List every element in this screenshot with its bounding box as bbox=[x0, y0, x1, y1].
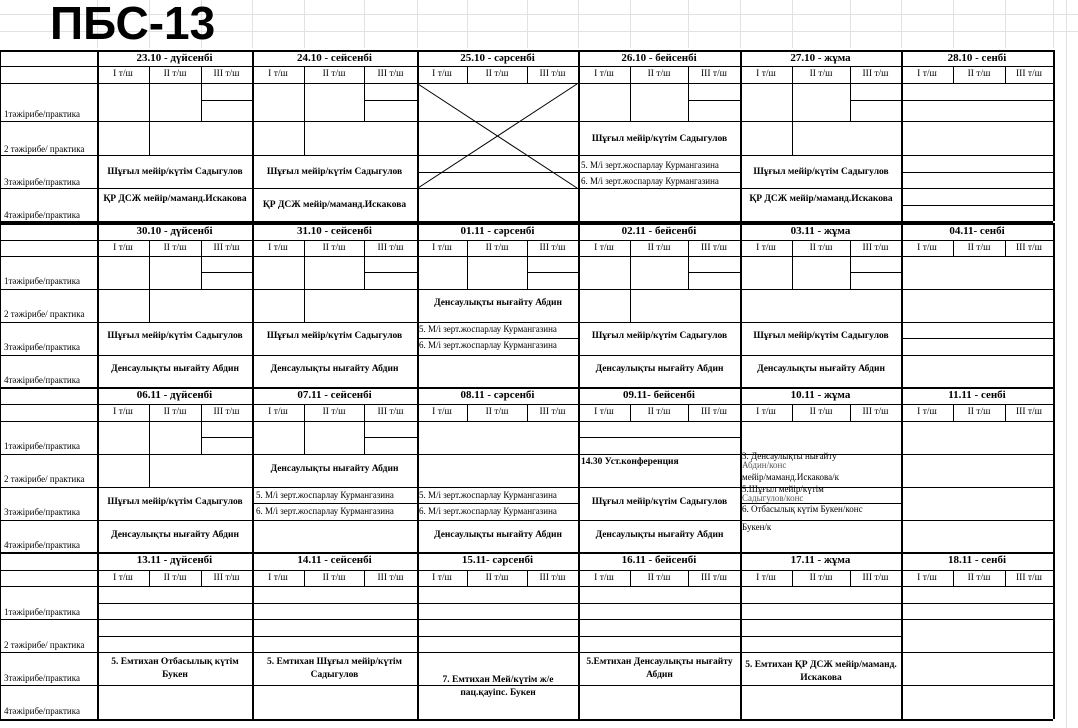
gridline-faint bbox=[1005, 0, 1006, 48]
gridline-faint bbox=[364, 0, 365, 48]
grid-line bbox=[149, 256, 150, 322]
shift-header[interactable]: III т/ш bbox=[862, 407, 889, 417]
schedule-event[interactable]: 5. Емтихан Отбасылық күтім Букен bbox=[111, 657, 239, 680]
row-label: 3тәжірибе/практика bbox=[4, 673, 80, 683]
schedule-event[interactable]: 3. Денсаулықты нығайту bbox=[742, 451, 837, 461]
day-header[interactable]: 24.10 - сейсенбі bbox=[297, 52, 372, 64]
grid-line bbox=[630, 83, 631, 121]
shift-header[interactable]: I т/ш bbox=[594, 243, 614, 253]
gridline-faint bbox=[252, 0, 253, 48]
grid-line bbox=[364, 437, 417, 438]
shift-header[interactable]: II т/ш bbox=[163, 69, 187, 79]
day-header[interactable]: 16.11 - бейсенбі bbox=[621, 554, 697, 566]
schedule-event[interactable]: Шұғыл мейір/күтім Садыгулов bbox=[591, 497, 728, 507]
shift-header[interactable]: III т/ш bbox=[862, 243, 889, 253]
schedule-event[interactable]: 6. М/і зерт.жоспарлау Курмангазина bbox=[256, 506, 394, 516]
grid-line bbox=[0, 487, 1053, 488]
shift-header[interactable]: II т/ш bbox=[485, 69, 509, 79]
shift-header[interactable]: I т/ш bbox=[432, 243, 452, 253]
gridline-faint bbox=[901, 0, 902, 48]
gridline-faint bbox=[740, 0, 741, 48]
shift-header[interactable]: III т/ш bbox=[701, 573, 727, 583]
grid-line bbox=[364, 83, 365, 121]
schedule-event[interactable]: 5. М/і зерт.жоспарлау Курмангазина bbox=[419, 324, 557, 334]
shift-header[interactable]: III т/ш bbox=[377, 243, 404, 253]
shift-header[interactable]: II т/ш bbox=[485, 573, 509, 583]
gridline-faint bbox=[953, 0, 954, 48]
row-label: 2 тәжірибе/ практика bbox=[4, 474, 85, 484]
schedule-event[interactable]: Шұғыл мейір/күтім Садыгулов bbox=[107, 497, 243, 507]
shift-header[interactable]: III т/ш bbox=[539, 69, 566, 79]
gridline-faint bbox=[792, 0, 793, 48]
grid-line bbox=[149, 421, 150, 487]
shift-header[interactable]: I т/ш bbox=[756, 243, 776, 253]
grid-line bbox=[0, 50, 1, 719]
shift-header[interactable]: III т/ш bbox=[701, 407, 727, 417]
shift-header[interactable]: III т/ш bbox=[213, 407, 240, 417]
shift-header[interactable]: III т/ш bbox=[213, 243, 240, 253]
grid-line bbox=[0, 619, 1053, 620]
gridline-faint bbox=[527, 0, 528, 48]
shift-header[interactable]: II т/ш bbox=[809, 243, 833, 253]
shift-header[interactable]: II т/ш bbox=[967, 407, 991, 417]
day-header[interactable]: 15.11- сәрсенбі bbox=[461, 554, 534, 566]
shift-header[interactable]: III т/ш bbox=[213, 573, 240, 583]
day-header[interactable]: 13.11 - дүйсенбі bbox=[136, 554, 213, 566]
shift-header[interactable]: II т/ш bbox=[647, 407, 671, 417]
shift-header[interactable]: II т/ш bbox=[647, 573, 671, 583]
schedule-event[interactable]: Шұғыл мейір/күтім Садыгулов bbox=[753, 331, 889, 341]
shift-header[interactable]: III т/ш bbox=[377, 407, 404, 417]
shift-header[interactable]: I т/ш bbox=[113, 69, 133, 79]
schedule-event[interactable]: Денсаулықты нығайту Абдин bbox=[757, 364, 885, 374]
grid-line bbox=[201, 83, 202, 121]
shift-header[interactable]: III т/ш bbox=[1016, 69, 1042, 79]
gridline-faint bbox=[304, 0, 305, 48]
shift-header[interactable]: I т/ш bbox=[268, 573, 288, 583]
grid-line bbox=[688, 83, 689, 121]
shift-header[interactable]: III т/ш bbox=[539, 243, 566, 253]
schedule-event[interactable]: Денсаулықты нығайту Абдин bbox=[434, 298, 562, 308]
day-header[interactable]: 18.11 - сенбі bbox=[947, 554, 1007, 566]
schedule-event[interactable]: Денсаулықты нығайту Абдин bbox=[270, 464, 399, 474]
day-header[interactable]: 02.11 - бейсенбі bbox=[621, 225, 697, 237]
grid-line bbox=[201, 272, 252, 273]
shift-header[interactable]: I т/ш bbox=[432, 407, 452, 417]
gridline-faint bbox=[630, 0, 631, 48]
schedule-event[interactable]: Шұғыл мейір/күтім Садыгулов bbox=[591, 331, 728, 341]
shift-header[interactable]: III т/ш bbox=[1016, 243, 1042, 253]
grid-line bbox=[252, 503, 578, 504]
schedule-event[interactable]: 5. М/і зерт.жоспарлау Курмангазина bbox=[581, 160, 719, 170]
schedule-event[interactable]: 5. Емтихан ҚР ДСЖ мейір/маманд. Искакова bbox=[745, 660, 897, 683]
schedule-event[interactable]: 6. М/і зерт.жоспарлау Курмангазина bbox=[419, 506, 557, 516]
shift-header[interactable]: II т/ш bbox=[163, 573, 187, 583]
grid-line bbox=[578, 172, 740, 173]
row-label: 4тәжірибе/практика bbox=[4, 375, 80, 385]
schedule-event[interactable]: 5.Емтихан Денсаулықты нығайту Абдин bbox=[586, 657, 733, 680]
grid-line bbox=[417, 338, 578, 339]
grid-line bbox=[1053, 223, 1055, 387]
shift-header[interactable]: I т/ш bbox=[113, 407, 133, 417]
schedule-event[interactable]: ҚР ДСЖ мейір/маманд.Искакова bbox=[749, 194, 893, 204]
gridline-faint bbox=[1053, 0, 1054, 48]
gridline-faint bbox=[578, 0, 579, 48]
grid-line bbox=[304, 256, 305, 322]
schedule-event[interactable]: Садыгулов/конс bbox=[742, 493, 804, 503]
shift-header[interactable]: II т/ш bbox=[322, 407, 346, 417]
gridline-faint bbox=[850, 0, 851, 48]
day-header[interactable]: 28.10 - сенбі bbox=[947, 52, 1007, 64]
shift-header[interactable]: III т/ш bbox=[539, 407, 566, 417]
shift-header[interactable]: II т/ш bbox=[967, 573, 991, 583]
grid-line bbox=[578, 437, 740, 438]
row-label: 2 тәжірибе/ практика bbox=[4, 309, 85, 319]
schedule-event[interactable]: 14.30 Уст.конференция bbox=[581, 457, 679, 467]
row-label: 1тәжірибе/практика bbox=[4, 607, 80, 617]
grid-line bbox=[0, 652, 1053, 653]
shift-header[interactable]: I т/ш bbox=[268, 69, 288, 79]
schedule-event[interactable]: Абдин/конс bbox=[742, 460, 787, 470]
shift-header[interactable]: I т/ш bbox=[917, 243, 937, 253]
shift-header[interactable]: I т/ш bbox=[113, 243, 133, 253]
day-header[interactable]: 08.11 - сәрсенбі bbox=[460, 389, 535, 401]
shift-header[interactable]: I т/ш bbox=[594, 573, 614, 583]
shift-header[interactable]: I т/ш bbox=[917, 407, 937, 417]
day-header[interactable]: 31.10 - сейсенбі bbox=[297, 225, 372, 237]
grid-line bbox=[850, 272, 901, 273]
schedule-event[interactable]: Денсаулықты нығайту Абдин bbox=[595, 530, 724, 540]
shift-header[interactable]: I т/ш bbox=[432, 573, 452, 583]
shift-header[interactable]: II т/ш bbox=[322, 573, 346, 583]
shift-header[interactable]: III т/ш bbox=[862, 573, 889, 583]
grid-line bbox=[0, 322, 1053, 323]
grid-line bbox=[0, 454, 1053, 455]
shift-header[interactable]: II т/ш bbox=[809, 573, 833, 583]
grid-line bbox=[149, 83, 150, 155]
grid-line bbox=[364, 100, 417, 101]
row-label: 2 тәжірибе/ практика bbox=[4, 640, 85, 650]
grid-line bbox=[901, 205, 1053, 206]
row-label: 1тәжірибе/практика bbox=[4, 276, 80, 286]
shift-header[interactable]: II т/ш bbox=[322, 69, 346, 79]
schedule-event[interactable]: ҚР ДСЖ мейір/маманд.Искакова bbox=[103, 194, 247, 204]
shift-header[interactable]: I т/ш bbox=[594, 407, 614, 417]
schedule-event[interactable]: Денсаулықты нығайту Абдин bbox=[434, 530, 562, 540]
schedule-event[interactable]: Букен/к bbox=[742, 522, 772, 532]
schedule-event[interactable]: Денсаулықты нығайту Абдин bbox=[270, 364, 399, 374]
grid-line bbox=[901, 603, 1053, 604]
shift-header[interactable]: II т/ш bbox=[485, 407, 509, 417]
schedule-event[interactable]: мейір/маманд.Искакова/к bbox=[742, 472, 840, 482]
schedule-event[interactable]: 7. Емтихан Мей/күтім ж/е пац.қауіпс. Букен bbox=[442, 675, 554, 698]
gridline-faint bbox=[688, 0, 689, 48]
schedule-event[interactable]: Денсаулықты нығайту Абдин bbox=[111, 364, 239, 374]
shift-header[interactable]: I т/ш bbox=[594, 69, 614, 79]
shift-header[interactable]: III т/ш bbox=[1016, 573, 1042, 583]
grid-line bbox=[1053, 50, 1055, 221]
grid-line bbox=[201, 437, 252, 438]
grid-line bbox=[792, 256, 793, 289]
shift-header[interactable]: II т/ш bbox=[163, 407, 187, 417]
grid-line bbox=[97, 603, 901, 604]
grid-line bbox=[688, 272, 740, 273]
grid-line bbox=[901, 172, 1053, 173]
shift-header[interactable]: III т/ш bbox=[377, 573, 404, 583]
grid-line bbox=[630, 256, 631, 322]
grid-line bbox=[304, 83, 305, 155]
row-label: 1тәжірибе/практика bbox=[4, 441, 80, 451]
shift-header[interactable]: II т/ш bbox=[967, 243, 991, 253]
row-label: 4тәжірибе/практика bbox=[4, 210, 80, 220]
schedule-event[interactable]: Шұғыл мейір/күтім Садыгулов bbox=[107, 331, 243, 341]
shift-header[interactable]: I т/ш bbox=[917, 69, 937, 79]
grid-line bbox=[1053, 552, 1055, 719]
day-header[interactable]: 11.11 - сенбі bbox=[948, 389, 1006, 401]
grid-line bbox=[467, 256, 468, 289]
grid-line bbox=[364, 272, 417, 273]
schedule-event[interactable]: Денсаулықты нығайту Абдин bbox=[595, 364, 724, 374]
grid-line bbox=[850, 83, 851, 121]
row-label: 3тәжірибе/практика bbox=[4, 177, 80, 187]
gridline-faint bbox=[417, 0, 418, 48]
schedule-event[interactable]: 5. М/і зерт.жоспарлау Курмангазина bbox=[419, 490, 557, 500]
grid-line bbox=[850, 100, 901, 101]
shift-header[interactable]: II т/ш bbox=[809, 407, 833, 417]
day-header[interactable]: 27.10 - жұма bbox=[790, 52, 851, 64]
row-label: 2 тәжірибе/ практика bbox=[4, 144, 85, 154]
shift-header[interactable]: I т/ш bbox=[268, 243, 288, 253]
shift-header[interactable]: I т/ш bbox=[268, 407, 288, 417]
shift-header[interactable]: III т/ш bbox=[701, 243, 727, 253]
grid-line bbox=[0, 355, 1053, 356]
row-label: 3тәжірибе/практика bbox=[4, 507, 80, 517]
row-label: 3тәжірибе/практика bbox=[4, 342, 80, 352]
schedule-event[interactable]: ҚР ДСЖ мейір/маманд.Искакова bbox=[262, 200, 407, 210]
day-header[interactable]: 25.10 - сәрсенбі bbox=[460, 52, 535, 64]
schedule-event[interactable]: 5.Шұғыл мейір/күтім bbox=[742, 484, 824, 494]
day-header[interactable]: 04.11- сенбі bbox=[949, 225, 1005, 237]
schedule-event[interactable]: Шұғыл мейір/күтім Садыгулов bbox=[591, 134, 728, 144]
grid-line bbox=[201, 100, 252, 101]
grid-line bbox=[97, 636, 901, 637]
shift-header[interactable]: II т/ш bbox=[163, 243, 187, 253]
shift-header[interactable]: III т/ш bbox=[1016, 407, 1042, 417]
schedule-event[interactable]: Шұғыл мейір/күтім Садыгулов bbox=[107, 167, 243, 177]
shift-header[interactable]: II т/ш bbox=[967, 69, 991, 79]
shift-header[interactable]: II т/ш bbox=[647, 243, 671, 253]
schedule-event[interactable]: 6. Отбасылық күтім Букен/конс bbox=[742, 504, 863, 514]
day-header[interactable]: 03.11 - жұма bbox=[790, 225, 851, 237]
grid-line bbox=[792, 83, 793, 155]
day-header[interactable]: 01.11 - сәрсенбі bbox=[460, 225, 535, 237]
grid-line bbox=[1053, 387, 1055, 552]
grid-line bbox=[901, 338, 1053, 339]
day-header[interactable]: 17.11 - жұма bbox=[790, 554, 851, 566]
shift-header[interactable]: III т/ш bbox=[213, 69, 240, 79]
shift-header[interactable]: I т/ш bbox=[432, 69, 452, 79]
grid-line bbox=[304, 421, 305, 454]
row-label: 4тәжірибе/практика bbox=[4, 706, 80, 716]
schedule-event[interactable]: 5. М/і зерт.жоспарлау Курмангазина bbox=[256, 490, 394, 500]
schedule-event[interactable]: Шұғыл мейір/күтім Садыгулов bbox=[266, 167, 403, 177]
row-label: 4тәжірибе/практика bbox=[4, 540, 80, 550]
shift-header[interactable]: I т/ш bbox=[756, 69, 776, 79]
page-title: ПБС-13 bbox=[50, 0, 216, 49]
shift-header[interactable]: III т/ш bbox=[377, 69, 404, 79]
schedule-event[interactable]: 5. Емтихан Шұғыл мейір/күтім Садыгулов bbox=[266, 657, 402, 680]
day-header[interactable]: 06.11 - дүйсенбі bbox=[136, 389, 213, 401]
schedule-event[interactable]: 6. М/і зерт.жоспарлау Курмангазина bbox=[581, 176, 719, 186]
day-header[interactable]: 30.10 - дүйсенбі bbox=[136, 225, 213, 237]
grid-line bbox=[0, 719, 1053, 721]
shift-header[interactable]: I т/ш bbox=[756, 407, 776, 417]
day-header[interactable]: 14.11 - сейсенбі bbox=[297, 554, 372, 566]
day-header[interactable]: 07.11 - сейсенбі bbox=[297, 389, 372, 401]
row-label: 1тәжірибе/практика bbox=[4, 109, 80, 119]
schedule-event[interactable]: Шұғыл мейір/күтім Садыгулов bbox=[266, 331, 403, 341]
shift-header[interactable]: III т/ш bbox=[862, 69, 889, 79]
day-header[interactable]: 09.11- бейсенбі bbox=[623, 389, 695, 401]
cancelled-day-cross bbox=[417, 83, 578, 189]
grid-line bbox=[688, 100, 740, 101]
shift-header[interactable]: I т/ш bbox=[756, 573, 776, 583]
shift-header[interactable]: II т/ш bbox=[647, 69, 671, 79]
schedule-event[interactable]: Денсаулықты нығайту Абдин bbox=[111, 530, 239, 540]
day-header[interactable]: 26.10 - бейсенбі bbox=[621, 52, 697, 64]
grid-line bbox=[0, 289, 1053, 290]
shift-header[interactable]: III т/ш bbox=[701, 69, 727, 79]
day-header[interactable]: 23.10 - дүйсенбі bbox=[136, 52, 213, 64]
day-header[interactable]: 10.11 - жұма bbox=[790, 389, 851, 401]
shift-header[interactable]: I т/ш bbox=[113, 573, 133, 583]
grid-line bbox=[0, 421, 1053, 422]
gridline-faint bbox=[1066, 0, 1067, 728]
grid-line bbox=[0, 520, 1053, 521]
grid-line bbox=[527, 272, 578, 273]
schedule-event[interactable]: 6. М/і зерт.жоспарлау Курмангазина bbox=[419, 340, 557, 350]
shift-header[interactable]: II т/ш bbox=[322, 243, 346, 253]
gridline-faint bbox=[467, 0, 468, 48]
shift-header[interactable]: II т/ш bbox=[485, 243, 509, 253]
shift-header[interactable]: I т/ш bbox=[917, 573, 937, 583]
grid-line bbox=[901, 100, 1053, 101]
grid-line bbox=[0, 586, 1053, 587]
shift-header[interactable]: III т/ш bbox=[539, 573, 566, 583]
shift-header[interactable]: II т/ш bbox=[809, 69, 833, 79]
schedule-event[interactable]: Шұғыл мейір/күтім Садыгулов bbox=[753, 167, 889, 177]
